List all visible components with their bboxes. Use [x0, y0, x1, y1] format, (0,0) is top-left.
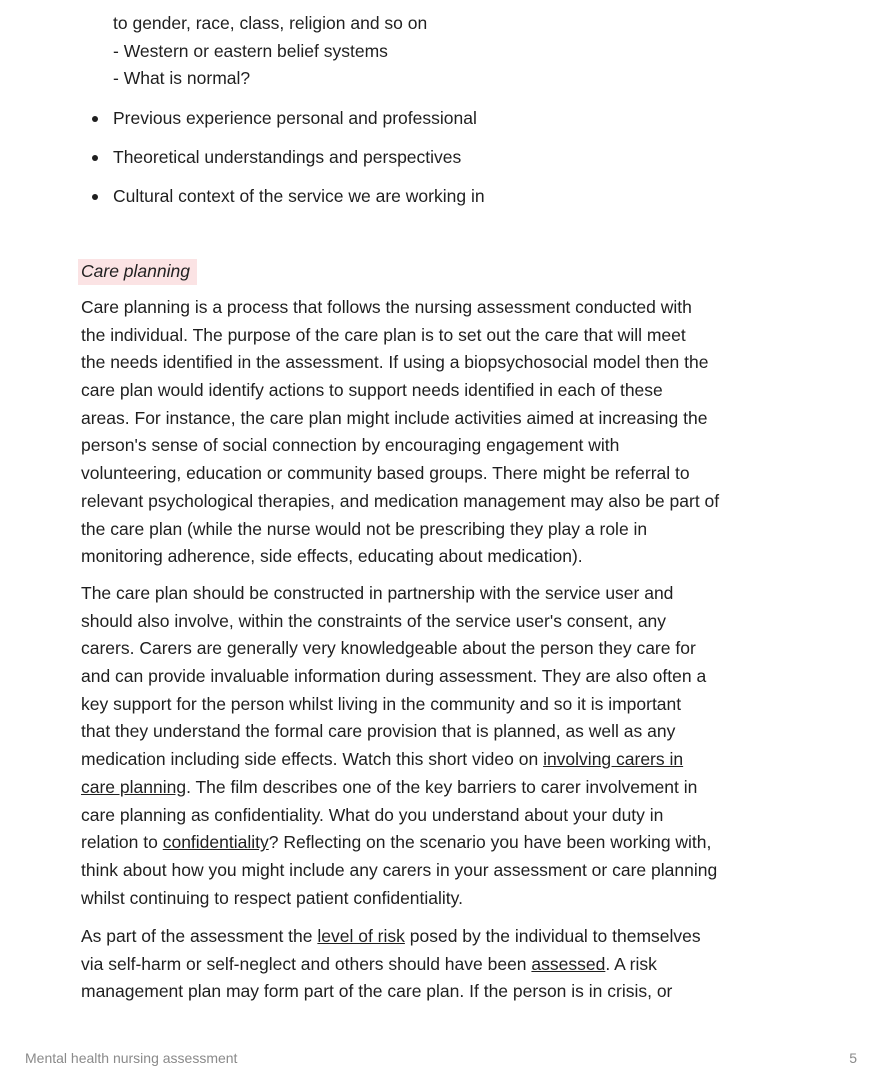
text-span: care planning as confidentiality. What do you understand about your duty in — [81, 804, 664, 825]
paragraph — [81, 923, 701, 1006]
paragraph-line — [81, 516, 719, 544]
text-span: volunteering, education or community based groups. There might be referral to — [81, 463, 690, 484]
section-heading: Care planning — [78, 259, 197, 285]
text-span: think about how you might include any carers in your assessment or care planning — [81, 859, 718, 880]
paragraph-line — [81, 746, 717, 774]
inline-link[interactable]: assessed — [531, 953, 606, 974]
paragraph-line — [81, 543, 719, 571]
text-span: posed by the individual to themselves — [404, 926, 701, 946]
paragraph-line — [81, 377, 719, 405]
paragraph-line — [81, 829, 717, 857]
bullet-icon — [92, 116, 98, 122]
paragraph-line — [81, 663, 717, 691]
text-span: whilst continuing to respect patient confidentiality. — [81, 887, 463, 908]
inline-link[interactable]: involving carers in — [543, 749, 684, 770]
text-span: The care plan should be constructed in partnership with the service user and — [81, 583, 674, 603]
paragraph-line — [81, 349, 719, 377]
text-span: management plan may form part of the care plan. If the person is in crisis, or — [81, 981, 673, 1002]
text-span: carers. Carers are generally very knowledgeable about the person they care for — [81, 638, 696, 659]
text-span: person's sense of social connection by encouraging engagement with — [81, 435, 620, 456]
paragraph-line — [81, 691, 717, 719]
paragraph-line — [81, 923, 701, 951]
paragraph-line — [81, 951, 701, 979]
text-span: As part of the assessment the — [81, 926, 318, 946]
paragraph — [81, 294, 719, 571]
continued-line: - Western or eastern belief systems — [113, 41, 388, 61]
continued-line: - What is normal? — [113, 68, 251, 88]
text-span: monitoring adherence, side effects, educating about medication). — [81, 546, 583, 567]
paragraph-line — [81, 635, 717, 663]
page-number: 5 — [849, 1050, 857, 1066]
text-span: the needs identified in the assessment. If using a biopsychosocial model then the — [81, 352, 709, 373]
paragraph-line — [81, 857, 717, 885]
bullet-icon — [92, 155, 98, 161]
paragraph-line — [81, 885, 717, 913]
paragraph-line — [81, 488, 719, 516]
text-span: Care planning is a process that follows the nursing assessment conducted with — [81, 297, 692, 317]
footer-title: Mental health nursing assessment — [25, 1050, 238, 1066]
text-span: medication including side effects. Watch this short video on — [81, 749, 544, 770]
text-span: care plan would identify actions to support needs identified in each of these — [81, 380, 663, 401]
continued-line: to gender, race, class, religion and so on — [113, 13, 428, 33]
text-span: . A risk — [605, 953, 657, 974]
text-span: via self-harm or self-neglect and others should have been — [81, 953, 532, 974]
bullet-item: Previous experience personal and professional — [113, 108, 477, 128]
paragraph-line — [81, 608, 717, 636]
text-span: areas. For instance, the care plan might include activities aimed at increasing the — [81, 407, 708, 428]
paragraph-line — [81, 718, 717, 746]
bullet-icon — [92, 194, 98, 200]
text-span: ? Reflecting on the scenario you have been working with, — [268, 832, 712, 853]
paragraph-line — [81, 978, 701, 1006]
inline-link[interactable]: level of risk — [317, 926, 405, 946]
text-span: that they understand the formal care provision that is planned, as well as any — [81, 721, 676, 742]
paragraph-line — [81, 405, 719, 433]
paragraph-line — [81, 460, 719, 488]
paragraph-line — [81, 294, 719, 322]
text-span: key support for the person whilst living in the community and so it is important — [81, 693, 682, 714]
bullet-item: Cultural context of the service we are working in — [113, 186, 485, 206]
inline-link[interactable]: care planning — [81, 776, 187, 797]
paragraph-line — [81, 580, 717, 608]
text-span: the care plan (while the nurse would not be prescribing they play a role in — [81, 518, 648, 539]
paragraph — [81, 580, 717, 912]
paragraph-line — [81, 432, 719, 460]
text-span: should also involve, within the constraints of the service user's consent, any — [81, 610, 667, 631]
paragraph-line — [81, 774, 717, 802]
bullet-item: Theoretical understandings and perspectives — [113, 147, 462, 167]
paragraph-line — [81, 322, 719, 350]
text-span: and can provide invaluable information during assessment. They are also often a — [81, 666, 707, 687]
paragraph-line — [81, 802, 717, 830]
text-span: the individual. The purpose of the care plan is to set out the care that will meet — [81, 324, 686, 345]
text-span: . The film describes one of the key barriers to carer involvement in — [186, 776, 698, 797]
inline-link[interactable]: confidentiality — [162, 832, 269, 853]
text-span: relevant psychological therapies, and medication management may also be part of — [81, 490, 720, 511]
text-span: relation to — [81, 832, 163, 853]
